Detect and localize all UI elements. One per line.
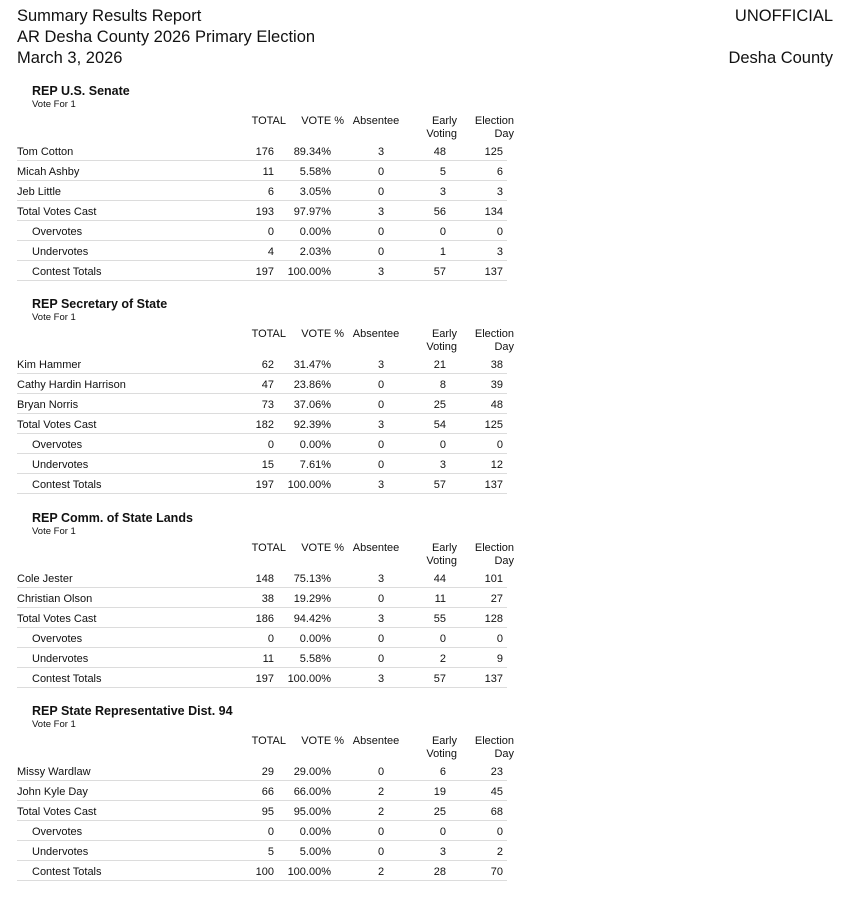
early-voting-cell: 5	[439, 166, 446, 178]
row-divider	[17, 667, 507, 668]
vote-pct-cell: 89.34%	[293, 146, 331, 158]
absentee-cell: 3	[377, 146, 385, 158]
column-header-total: TOTAL	[251, 735, 286, 747]
absentee-cell: 0	[377, 459, 385, 471]
table-row	[0, 783, 850, 803]
early-voting-cell: 8	[439, 379, 446, 391]
election-day-cell: 27	[490, 593, 503, 605]
absentee-cell: 3	[377, 359, 385, 371]
table-row	[0, 183, 850, 203]
row-divider	[17, 240, 507, 241]
election-day-cell: 70	[490, 866, 503, 878]
total-cell: 186	[255, 613, 274, 625]
row-divider	[17, 627, 507, 628]
early-voting-cell: 57	[433, 479, 446, 491]
vote-pct-cell: 97.97%	[293, 206, 331, 218]
choice-name: Missy Wardlaw	[17, 766, 91, 778]
column-header-early-voting: Early Voting	[426, 328, 457, 353]
total-cell: 0	[267, 439, 274, 451]
total-cell: 62	[261, 359, 274, 371]
row-divider	[17, 493, 507, 494]
election-day-cell: 45	[490, 786, 503, 798]
vote-for-label: Vote For 1	[32, 99, 76, 110]
early-voting-cell: 2	[439, 653, 446, 665]
contest-block	[0, 511, 850, 691]
table-row	[0, 670, 850, 690]
choice-name: Total Votes Cast	[17, 419, 97, 431]
vote-pct-cell: 7.61%	[299, 459, 331, 471]
column-header-total: TOTAL	[251, 115, 286, 127]
contest-block	[0, 297, 850, 497]
total-cell: 0	[267, 226, 274, 238]
total-cell: 100	[255, 866, 274, 878]
choice-name: Kim Hammer	[17, 359, 82, 371]
total-cell: 38	[261, 593, 274, 605]
vote-pct-cell: 23.86%	[293, 379, 331, 391]
absentee-cell: 3	[377, 206, 385, 218]
total-cell: 6	[267, 186, 274, 198]
vote-pct-cell: 75.13%	[293, 573, 331, 585]
vote-pct-cell: 95.00%	[293, 806, 331, 818]
election-day-cell: 12	[490, 459, 503, 471]
early-voting-cell: 19	[433, 786, 446, 798]
choice-name: Contest Totals	[32, 866, 102, 878]
total-cell: 29	[261, 766, 274, 778]
total-cell: 182	[255, 419, 274, 431]
vote-pct-cell: 31.47%	[293, 359, 331, 371]
election-day-cell: 38	[490, 359, 503, 371]
election-day-cell: 137	[484, 266, 503, 278]
county-label: Desha County	[728, 49, 833, 67]
table-row	[0, 630, 850, 650]
choice-name: Undervotes	[32, 459, 89, 471]
choice-name: Micah Ashby	[17, 166, 80, 178]
early-voting-cell: 21	[433, 359, 446, 371]
row-divider	[17, 647, 507, 648]
election-day-cell: 39	[490, 379, 503, 391]
absentee-cell: 2	[377, 786, 385, 798]
vote-pct-cell: 2.03%	[299, 246, 331, 258]
early-voting-cell: 3	[439, 459, 446, 471]
table-row	[0, 376, 850, 396]
absentee-cell: 0	[377, 653, 385, 665]
choice-name: Undervotes	[32, 246, 89, 258]
table-row	[0, 263, 850, 283]
row-divider	[17, 820, 507, 821]
vote-pct-cell: 0.00%	[299, 439, 331, 451]
election-day-cell: 3	[496, 246, 503, 258]
column-header-total: TOTAL	[251, 542, 286, 554]
contest-title: REP U.S. Senate	[32, 84, 130, 98]
total-cell: 0	[267, 633, 274, 645]
column-header-total: TOTAL	[251, 328, 286, 340]
row-divider	[17, 280, 507, 281]
column-header-vote-pct: VOTE %	[301, 328, 344, 340]
choice-name: Contest Totals	[32, 479, 102, 491]
choice-name: Cathy Hardin Harrison	[17, 379, 126, 391]
absentee-cell: 3	[377, 573, 385, 585]
early-voting-cell: 44	[433, 573, 446, 585]
early-voting-cell: 0	[439, 226, 446, 238]
total-cell: 197	[255, 479, 274, 491]
row-divider	[17, 260, 507, 261]
vote-pct-cell: 100.00%	[287, 866, 331, 878]
vote-pct-cell: 29.00%	[293, 766, 331, 778]
column-header-early-voting: Early Voting	[426, 542, 457, 567]
column-header-absentee: Absentee	[352, 328, 400, 340]
total-cell: 15	[261, 459, 274, 471]
table-row	[0, 416, 850, 436]
row-divider	[17, 200, 507, 201]
total-cell: 176	[255, 146, 274, 158]
table-row	[0, 436, 850, 456]
total-cell: 148	[255, 573, 274, 585]
table-row	[0, 396, 850, 416]
total-cell: 197	[255, 266, 274, 278]
early-voting-cell: 55	[433, 613, 446, 625]
table-row	[0, 476, 850, 496]
column-header-early-voting: Early Voting	[426, 115, 457, 140]
absentee-cell: 2	[377, 866, 385, 878]
table-row	[0, 843, 850, 863]
election-day-cell: 0	[496, 633, 503, 645]
early-voting-cell: 11	[434, 593, 446, 605]
absentee-cell: 3	[377, 613, 385, 625]
vote-pct-cell: 37.06%	[293, 399, 331, 411]
election-day-cell: 6	[496, 166, 503, 178]
vote-pct-cell: 0.00%	[299, 226, 331, 238]
total-cell: 193	[255, 206, 274, 218]
absentee-cell: 0	[377, 246, 385, 258]
vote-pct-cell: 66.00%	[293, 786, 331, 798]
vote-pct-cell: 100.00%	[287, 673, 331, 685]
contest-block	[0, 704, 850, 884]
absentee-cell: 0	[377, 846, 385, 858]
row-divider	[17, 373, 507, 374]
report-title: Summary Results Report	[17, 7, 202, 25]
election-day-cell: 9	[496, 653, 503, 665]
total-cell: 66	[261, 786, 274, 798]
vote-for-label: Vote For 1	[32, 312, 76, 323]
table-row	[0, 610, 850, 630]
absentee-cell: 0	[377, 826, 385, 838]
election-day-cell: 0	[496, 826, 503, 838]
vote-pct-cell: 0.00%	[299, 633, 331, 645]
table-row	[0, 356, 850, 376]
row-divider	[17, 780, 507, 781]
column-header-absentee: Absentee	[352, 115, 400, 127]
choice-name: Total Votes Cast	[17, 806, 97, 818]
early-voting-cell: 54	[433, 419, 446, 431]
election-day-cell: 125	[484, 419, 503, 431]
absentee-cell: 0	[377, 226, 385, 238]
early-voting-cell: 57	[433, 673, 446, 685]
table-row	[0, 163, 850, 183]
choice-name: Overvotes	[32, 826, 83, 838]
election-day-cell: 23	[490, 766, 503, 778]
table-row	[0, 203, 850, 223]
early-voting-cell: 6	[439, 766, 446, 778]
table-row	[0, 243, 850, 263]
early-voting-cell: 3	[439, 186, 446, 198]
absentee-cell: 3	[377, 266, 385, 278]
column-header-early-voting: Early Voting	[426, 735, 457, 760]
election-day-cell: 128	[484, 613, 503, 625]
column-header-absentee: Absentee	[352, 542, 400, 554]
absentee-cell: 0	[377, 439, 385, 451]
election-day-cell: 137	[484, 673, 503, 685]
status-label: UNOFFICIAL	[734, 7, 833, 25]
row-divider	[17, 880, 507, 881]
row-divider	[17, 433, 507, 434]
choice-name: Bryan Norris	[17, 399, 79, 411]
contest-title: REP State Representative Dist. 94	[32, 704, 233, 718]
row-divider	[17, 800, 507, 801]
contest-title: REP Secretary of State	[32, 297, 168, 311]
vote-for-label: Vote For 1	[32, 526, 76, 537]
absentee-cell: 0	[377, 186, 385, 198]
absentee-cell: 0	[377, 166, 385, 178]
row-divider	[17, 180, 507, 181]
contest-block	[0, 84, 850, 284]
absentee-cell: 0	[377, 766, 385, 778]
absentee-cell: 3	[377, 479, 385, 491]
choice-name: Undervotes	[32, 653, 89, 665]
table-row	[0, 823, 850, 843]
absentee-cell: 2	[377, 806, 385, 818]
choice-name: Overvotes	[32, 439, 83, 451]
row-divider	[17, 860, 507, 861]
election-day-cell: 68	[490, 806, 503, 818]
row-divider	[17, 840, 507, 841]
absentee-cell: 0	[377, 399, 385, 411]
contest-title: REP Comm. of State Lands	[32, 511, 193, 525]
row-divider	[17, 453, 507, 454]
choice-name: Cole Jester	[17, 573, 73, 585]
column-header-election-day: Election Day	[474, 542, 514, 567]
column-header-vote-pct: VOTE %	[301, 115, 344, 127]
choice-name: Overvotes	[32, 633, 83, 645]
vote-for-label: Vote For 1	[32, 719, 76, 730]
column-header-election-day: Election Day	[474, 328, 514, 353]
early-voting-cell: 28	[433, 866, 446, 878]
table-row	[0, 223, 850, 243]
row-divider	[17, 687, 507, 688]
election-day-cell: 0	[496, 226, 503, 238]
early-voting-cell: 25	[433, 806, 446, 818]
vote-pct-cell: 100.00%	[287, 479, 331, 491]
choice-name: Overvotes	[32, 226, 83, 238]
choice-name: Total Votes Cast	[17, 613, 97, 625]
choice-name: Jeb Little	[17, 186, 62, 198]
vote-pct-cell: 19.29%	[293, 593, 331, 605]
early-voting-cell: 56	[433, 206, 446, 218]
choice-name: Undervotes	[32, 846, 89, 858]
column-header-vote-pct: VOTE %	[301, 735, 344, 747]
total-cell: 197	[255, 673, 274, 685]
column-header-election-day: Election Day	[474, 115, 514, 140]
early-voting-cell: 25	[433, 399, 446, 411]
election-day-cell: 0	[496, 439, 503, 451]
election-date: March 3, 2026	[17, 49, 123, 67]
row-divider	[17, 220, 507, 221]
choice-name: Contest Totals	[32, 266, 102, 278]
column-header-absentee: Absentee	[352, 735, 400, 747]
election-day-cell: 2	[496, 846, 503, 858]
choice-name: Christian Olson	[17, 593, 93, 605]
election-day-cell: 137	[484, 479, 503, 491]
table-row	[0, 650, 850, 670]
election-name: AR Desha County 2026 Primary Election	[17, 28, 316, 46]
vote-pct-cell: 0.00%	[299, 826, 331, 838]
absentee-cell: 0	[377, 633, 385, 645]
election-day-cell: 48	[490, 399, 503, 411]
absentee-cell: 0	[377, 593, 385, 605]
election-day-cell: 3	[496, 186, 503, 198]
early-voting-cell: 0	[439, 826, 446, 838]
early-voting-cell: 57	[433, 266, 446, 278]
table-row	[0, 863, 850, 883]
early-voting-cell: 0	[439, 633, 446, 645]
column-header-election-day: Election Day	[474, 735, 514, 760]
row-divider	[17, 587, 507, 588]
vote-pct-cell: 5.58%	[299, 653, 331, 665]
choice-name: Tom Cotton	[17, 146, 74, 158]
total-cell: 11	[262, 653, 274, 665]
early-voting-cell: 48	[433, 146, 446, 158]
row-divider	[17, 607, 507, 608]
choice-name: Contest Totals	[32, 673, 102, 685]
vote-pct-cell: 100.00%	[287, 266, 331, 278]
row-divider	[17, 393, 507, 394]
vote-pct-cell: 3.05%	[299, 186, 331, 198]
election-day-cell: 101	[484, 573, 503, 585]
vote-pct-cell: 5.00%	[299, 846, 331, 858]
total-cell: 0	[267, 826, 274, 838]
total-cell: 95	[261, 806, 274, 818]
choice-name: Total Votes Cast	[17, 206, 97, 218]
table-row	[0, 570, 850, 590]
vote-pct-cell: 5.58%	[299, 166, 331, 178]
absentee-cell: 3	[377, 673, 385, 685]
table-row	[0, 763, 850, 783]
table-row	[0, 803, 850, 823]
early-voting-cell: 1	[439, 246, 446, 258]
early-voting-cell: 0	[439, 439, 446, 451]
column-header-vote-pct: VOTE %	[301, 542, 344, 554]
row-divider	[17, 413, 507, 414]
row-divider	[17, 160, 507, 161]
election-day-cell: 125	[484, 146, 503, 158]
total-cell: 47	[261, 379, 274, 391]
absentee-cell: 3	[377, 419, 385, 431]
vote-pct-cell: 92.39%	[293, 419, 331, 431]
choice-name: John Kyle Day	[17, 786, 88, 798]
table-row	[0, 143, 850, 163]
table-row	[0, 456, 850, 476]
early-voting-cell: 3	[439, 846, 446, 858]
vote-pct-cell: 94.42%	[293, 613, 331, 625]
total-cell: 5	[267, 846, 274, 858]
table-row	[0, 590, 850, 610]
total-cell: 4	[267, 246, 274, 258]
row-divider	[17, 473, 507, 474]
election-day-cell: 134	[484, 206, 503, 218]
total-cell: 11	[262, 166, 274, 178]
absentee-cell: 0	[377, 379, 385, 391]
total-cell: 73	[261, 399, 274, 411]
